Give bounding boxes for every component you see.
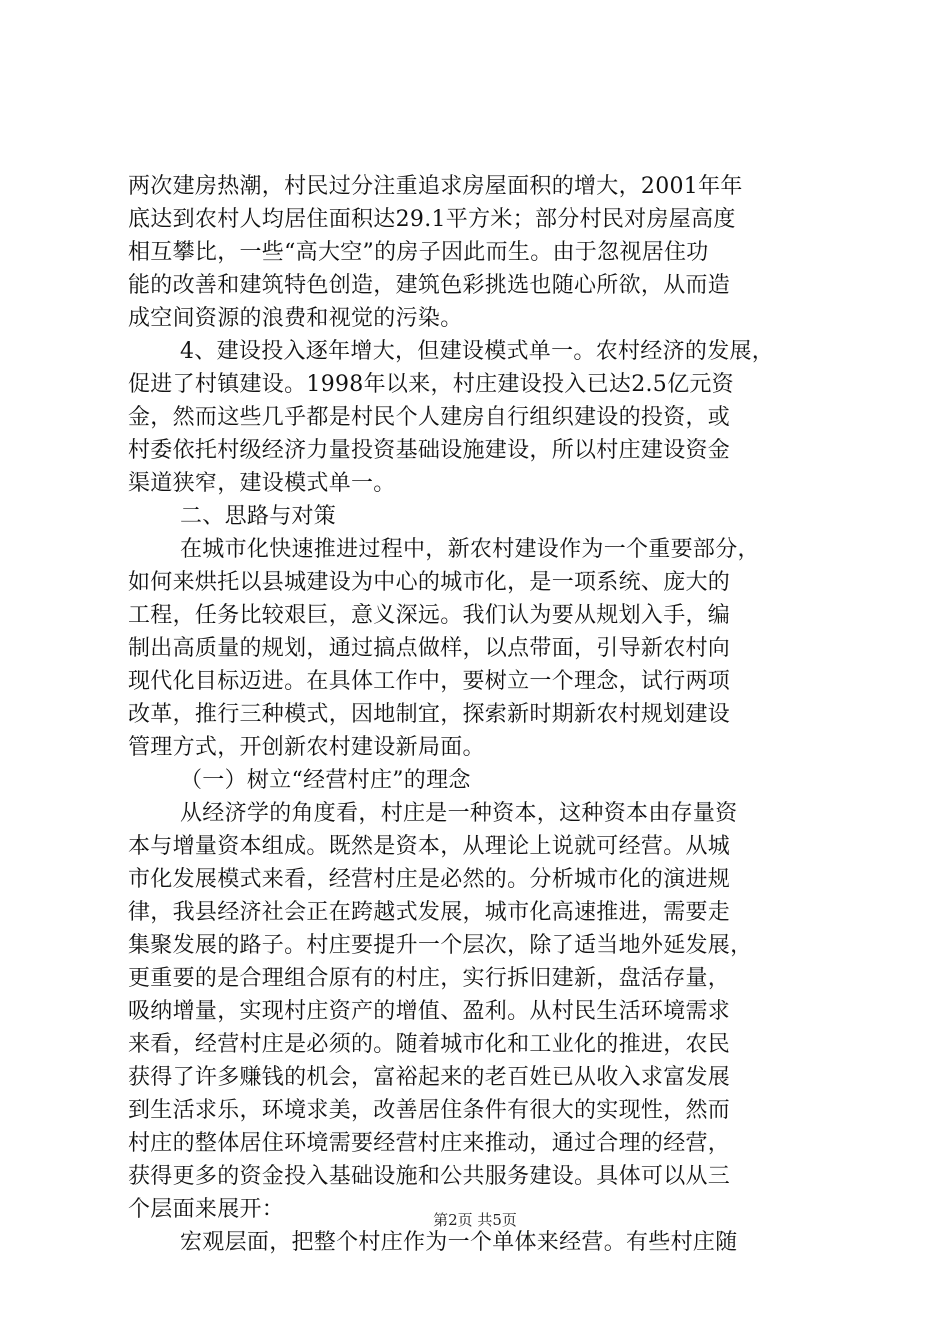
text-line: 律，我县经济社会正在跨越式发展，城市化高速推进，需要走: [128, 900, 731, 925]
text-line: 村委依托村级经济力量投资基础设施建设，所以村庄建设资金: [128, 438, 731, 463]
text-line: 市化发展模式来看，经营村庄是必然的。分析城市化的演进规: [128, 867, 731, 892]
text-line: 二、思路与对策: [180, 504, 337, 529]
text-line: 成空间资源的浪费和视觉的污染。: [128, 306, 463, 331]
text-line: 个层面来展开：: [128, 1197, 285, 1222]
text-line: 吸纳增量，实现村庄资产的增值、盈利。从村民生活环境需求: [128, 999, 731, 1024]
text-line: 底达到农村人均居住面积达29.1平方米；部分村民对房屋高度: [128, 207, 736, 232]
text-line: 宏观层面，把整个村庄作为一个单体来经营。有些村庄随: [180, 1230, 738, 1255]
text-line: 获得更多的资金投入基础设施和公共服务建设。具体可以从三: [128, 1164, 731, 1189]
text-line: 渠道狭窄，建设模式单一。: [128, 471, 396, 496]
text-line: 到生活求乐，环境求美，改善居住条件有很大的实现性，然而: [128, 1098, 731, 1123]
text-line: 促进了村镇建设。1998年以来，村庄建设投入已达2.5亿元资: [128, 372, 734, 397]
text-line: 4、建设投入逐年增大，但建设模式单一。农村经济的发展，: [180, 339, 775, 364]
text-line: 来看，经营村庄是必须的。随着城市化和工业化的推进，农民: [128, 1032, 731, 1057]
text-line: 能的改善和建筑特色创造，建筑色彩挑选也随心所欲，从而造: [128, 273, 731, 298]
text-line: 管理方式，开创新农村建设新局面。: [128, 735, 485, 760]
text-line: 制出高质量的规划，通过搞点做样，以点带面，引导新农村向: [128, 636, 731, 661]
text-line: （一）树立“经营村庄”的理念: [180, 768, 471, 793]
text-line: 从经济学的角度看，村庄是一种资本，这种资本由存量资: [180, 801, 738, 826]
text-line: 村庄的整体居住环境需要经营村庄来推动，通过合理的经营，: [128, 1131, 731, 1156]
text-line: 在城市化快速推进过程中，新农村建设作为一个重要部分，: [180, 537, 760, 562]
document-body: [128, 170, 842, 1259]
text-line: 改革，推行三种模式，因地制宜，探索新时期新农村规划建设: [128, 702, 731, 727]
text-line: 集聚发展的路子。村庄要提升一个层次，除了适当地外延发展，: [128, 933, 753, 958]
text-line: 相互攀比，一些“高大空”的房子因此而生。由于忽视居住功: [128, 240, 709, 265]
text-line: 两次建房热潮，村民过分注重追求房屋面积的增大，2001年年: [128, 174, 743, 199]
page-footer: 第2页 共5页: [433, 1211, 517, 1229]
text-line: 金，然而这些几乎都是村民个人建房自行组织建设的投资，或: [128, 405, 731, 430]
text-line: 本与增量资本组成。既然是资本，从理论上说就可经营。从城: [128, 834, 731, 859]
text-line: 获得了许多赚钱的机会，富裕起来的老百姓已从收入求富发展: [128, 1065, 731, 1090]
text-line: 更重要的是合理组合原有的村庄，实行拆旧建新，盘活存量，: [128, 966, 731, 991]
text-line: 如何来烘托以县城建设为中心的城市化，是一项系统、庞大的: [128, 570, 731, 595]
text-line: 工程，任务比较艰巨，意义深远。我们认为要从规划入手，编: [128, 603, 731, 628]
text-line: 现代化目标迈进。在具体工作中，要树立一个理念，试行两项: [128, 669, 731, 694]
